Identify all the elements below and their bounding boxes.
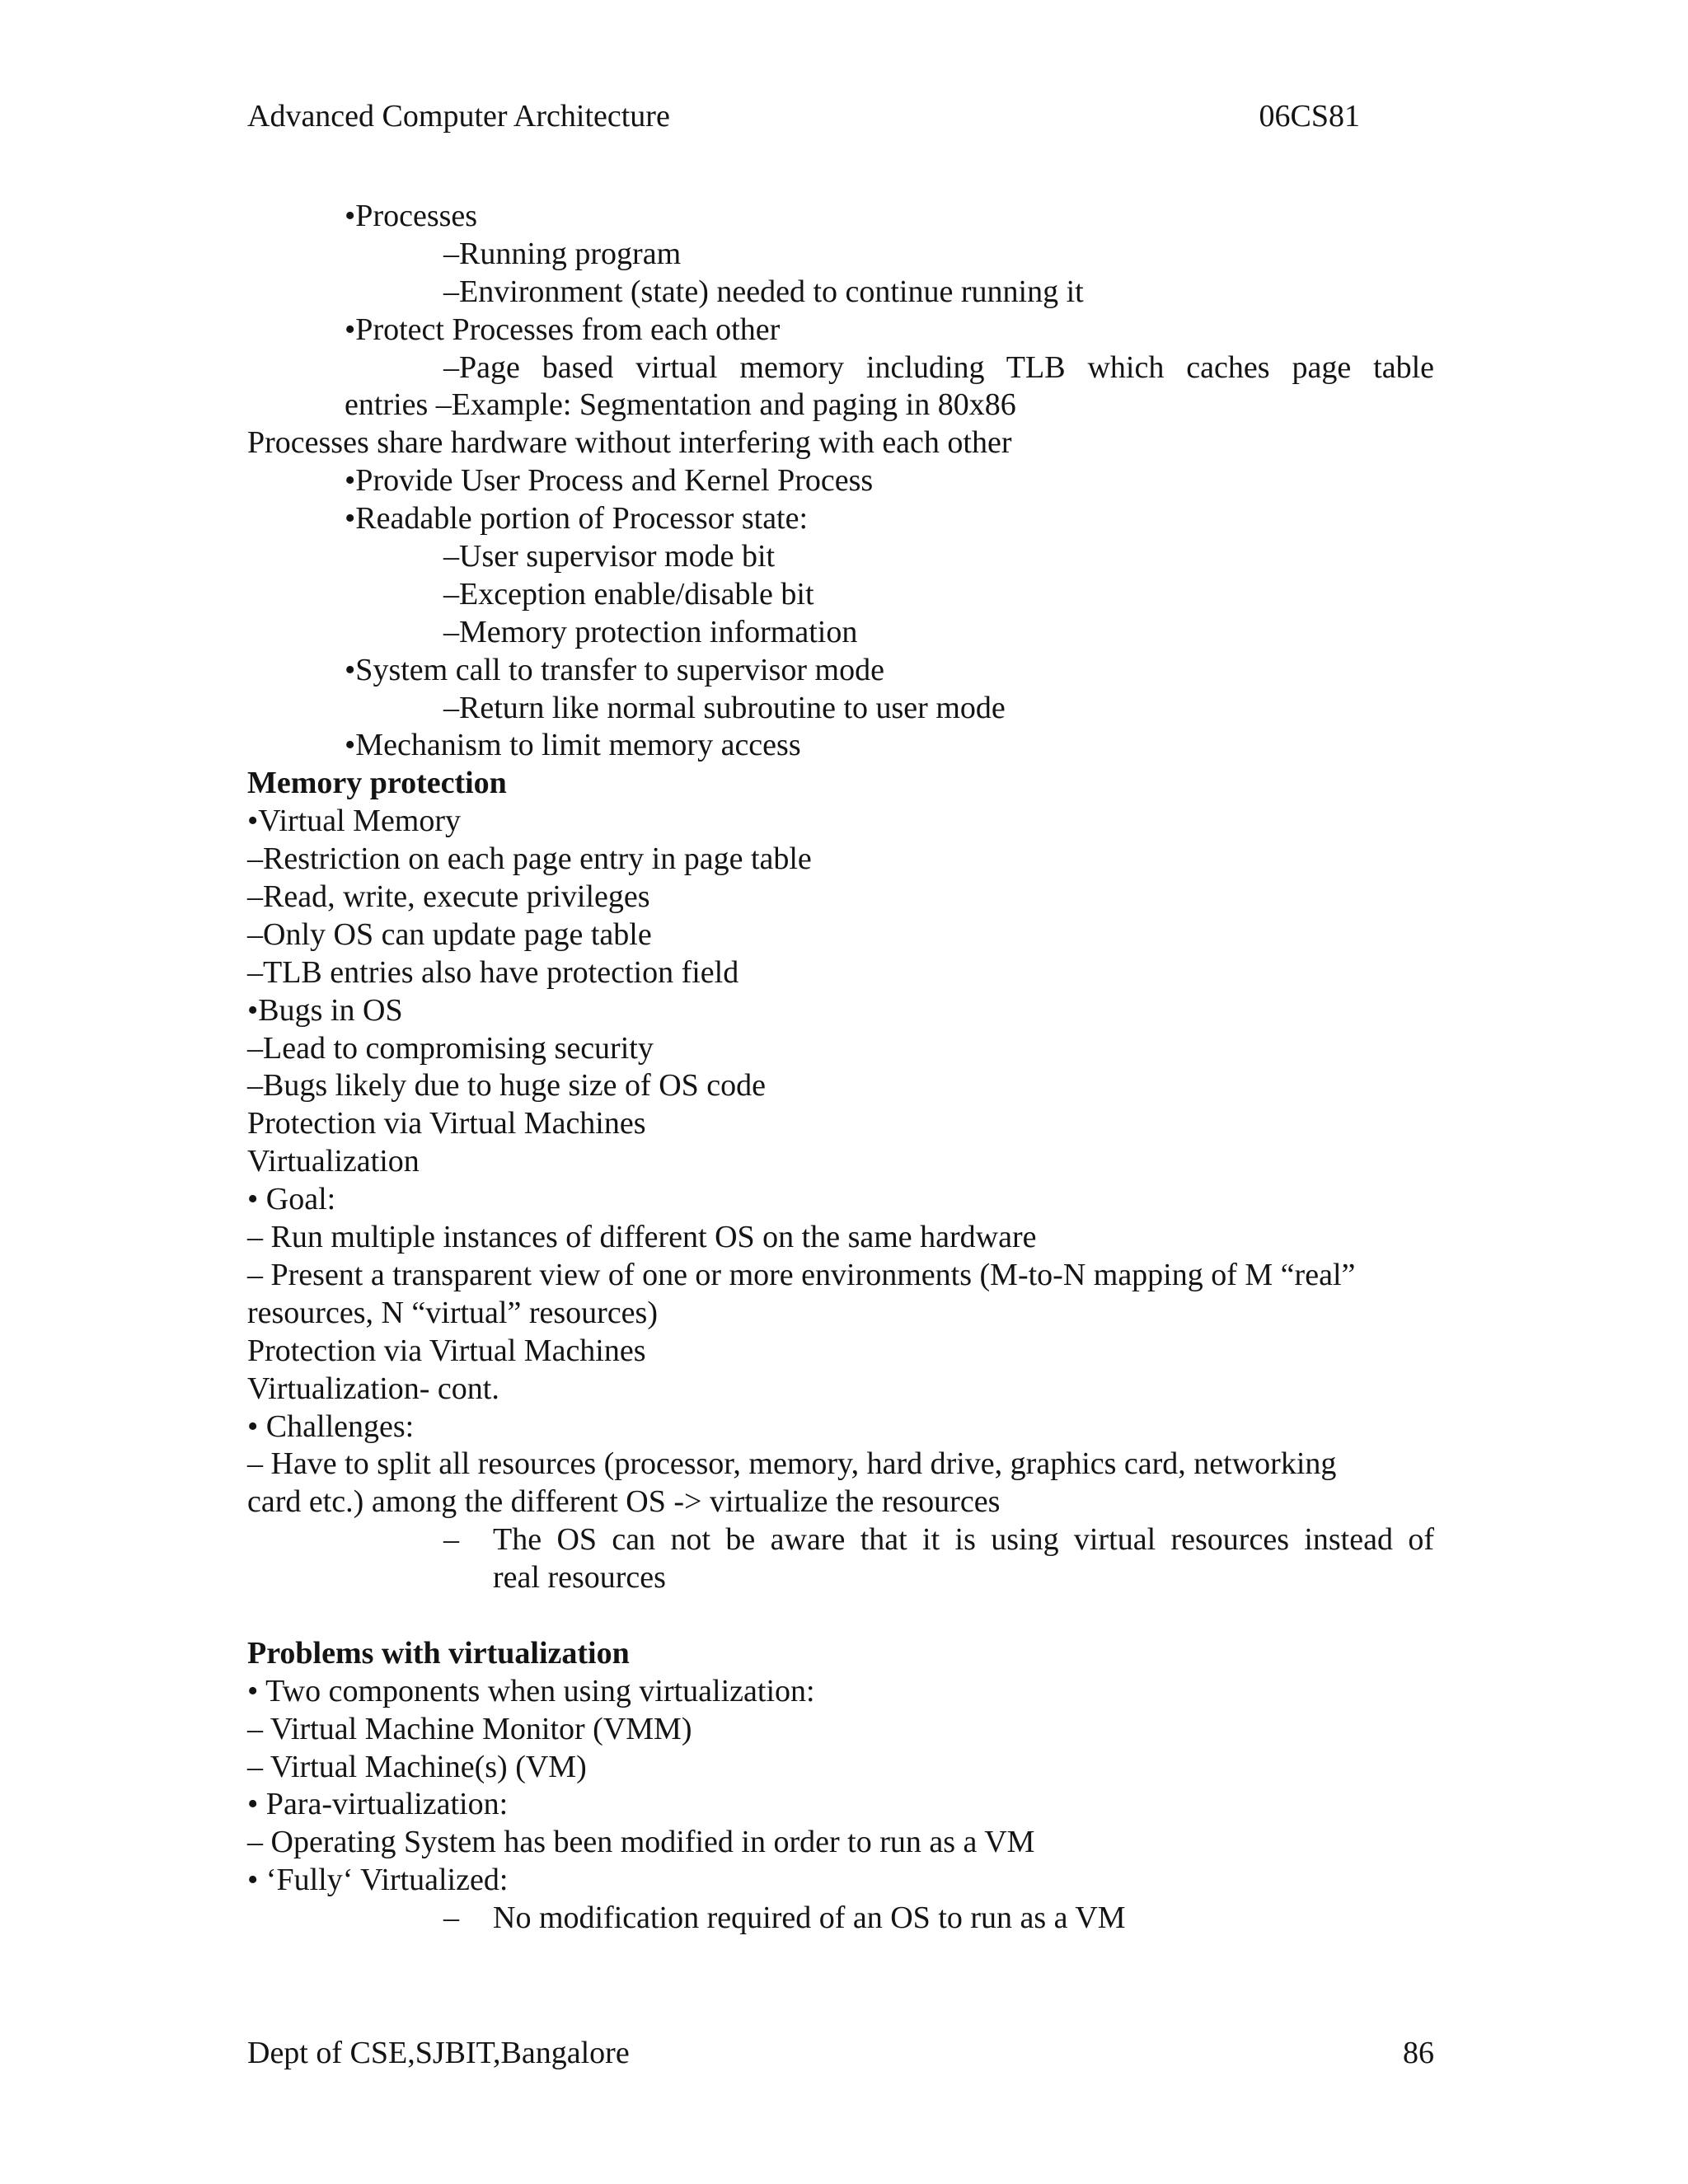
continuation-line: card etc.) among the different OS -> virtualize the resources [247, 1484, 1001, 1520]
list-item: • Challenges: [247, 1408, 415, 1444]
sub-item: –Running program [443, 236, 682, 271]
sub-item: –User supervisor mode bit [443, 539, 776, 574]
paragraph-line: Virtualization [247, 1144, 420, 1179]
list-item: • Two components when using virtualization: [247, 1673, 815, 1708]
continuation-line: resources, N “virtual” resources) [247, 1295, 658, 1330]
list-item: –Restriction on each page entry in page table [247, 841, 812, 877]
continuation-line: real resources [493, 1560, 666, 1596]
dash-marker: – [443, 1522, 459, 1558]
bullet-item: •Mechanism to limit memory access [345, 728, 801, 763]
list-item: – Present a transparent view of one or more environments (M-to-N mapping of M “real” [247, 1257, 1356, 1292]
dash-list-text: The OS can not be aware that it is using virtual resources instead of [493, 1522, 1434, 1558]
list-item: – Virtual Machine(s) (VM) [247, 1749, 587, 1784]
list-item: – Virtual Machine Monitor (VMM) [247, 1711, 692, 1746]
sub-item: –Return like normal subroutine to user mode [443, 690, 1006, 725]
page-footer [247, 2034, 1434, 2072]
continuation-line: entries –Example: Segmentation and paging in 80x86 [345, 387, 1016, 423]
list-item: –TLB entries also have protection field [247, 954, 739, 990]
list-item: • ‘Fully‘ Virtualized: [247, 1863, 509, 1898]
bullet-item: •Provide User Process and Kernel Process [345, 463, 874, 499]
blank-line [247, 1597, 1434, 1635]
page-header [247, 97, 1360, 135]
dash-marker: – [443, 1900, 459, 1936]
header-course-code: 06CS81 [1259, 99, 1360, 134]
section-heading-problems-with-virtualization: Problems with virtualization [247, 1635, 630, 1671]
sub-item: –Environment (state) needed to continue running it [443, 274, 1084, 309]
list-item: –Lead to compromising security [247, 1030, 654, 1066]
paragraph-line: Processes share hardware without interfering with each other [247, 425, 1012, 461]
list-item: –Only OS can update page table [247, 916, 652, 952]
section-heading-memory-protection: Memory protection [247, 766, 507, 801]
page-number: 86 [1403, 2036, 1434, 2070]
bullet-item: •Readable portion of Processor state: [345, 501, 809, 537]
list-item: – Have to split all resources (processor, memory, hard drive, graphics card, networking [247, 1446, 1337, 1482]
paragraph-line: Protection via Virtual Machines [247, 1106, 646, 1141]
list-item: – Operating System has been modified in order to run as a VM [247, 1825, 1035, 1860]
list-item: – Run multiple instances of different OS on the same hardware [247, 1220, 1037, 1255]
footer-department: Dept of CSE,SJBIT,Bangalore [247, 2036, 630, 2070]
paragraph-line: Protection via Virtual Machines [247, 1333, 646, 1368]
list-item: •Bugs in OS [247, 992, 403, 1028]
bullet-protect-processes: •Protect Processes from each other [345, 312, 781, 347]
list-item: –Read, write, execute privileges [247, 879, 650, 915]
list-item: • Para-virtualization: [247, 1787, 509, 1822]
document-body [247, 198, 1434, 1938]
sub-item: –Exception enable/disable bit [443, 576, 814, 612]
dash-list-item [247, 1900, 1434, 1938]
dash-list-item [247, 1521, 1434, 1559]
bullet-item: •System call to transfer to supervisor mode [345, 652, 884, 687]
header-title: Advanced Computer Architecture [247, 99, 670, 134]
dash-list-text: No modification required of an OS to run as a VM [493, 1900, 1126, 1936]
list-item: •Virtual Memory [247, 804, 462, 839]
paragraph-line: Virtualization- cont. [247, 1371, 499, 1406]
sub-item: –Memory protection information [443, 614, 858, 649]
list-item: –Bugs likely due to huge size of OS code [247, 1068, 767, 1104]
bullet-processes: •Processes [345, 199, 478, 233]
list-item: • Goal: [247, 1182, 336, 1217]
sub-item-justified: –Page based virtual memory including TLB which caches page table [443, 349, 1434, 385]
